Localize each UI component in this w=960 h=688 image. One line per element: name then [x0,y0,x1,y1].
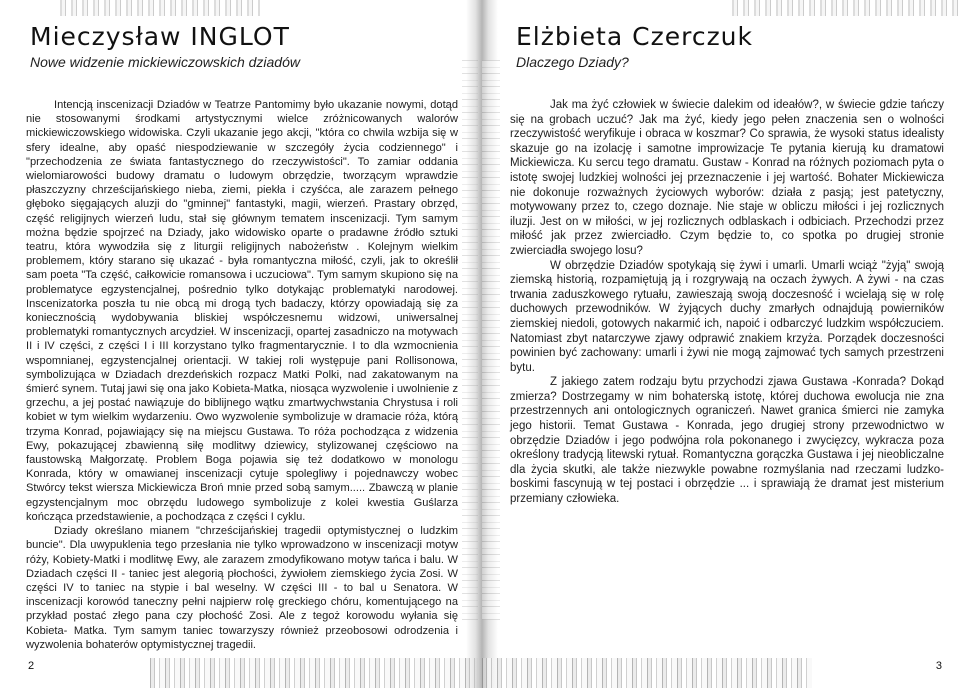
article-title: Nowe widzenie mickiewiczowskich dziadów [30,54,300,70]
article-title: Dlaczego Dziady? [516,54,629,70]
page-number: 3 [935,660,942,672]
paragraph: Intencją inscenizacji Dziadów w Teatrze Pantomimy było ukazanie nowymi, dotąd nie stosowanymi środkami artystycznymi wielce zróżnicowanych walorów mickiewiczowskiego widowiska. Czyli ukazanie jego akcji, "która co chwila wzbija się w sfery idealne, aby opaść niespodziewanie w szczegóły życia codziennego" i "przechodzenia ze świata fantastycznego do rzeczywistości". To zamiar oddania wielomiarowości budowy dramatu o ludowym obrzędzie, tworzącym wprawdzie płaszczyzny chrześcijańskiego nieba, ziemi, piekła i czyśćca, ale zarazem pełnego głęboko sięgających aluzji do "gminnej" fantastyki, magii, wierzeń. Prastary obrzęd, część religijnych wierzeń ludu, stał się głównym tematem inscenizacji. Tym samym można będzie spojrzeć na Dziady, jako widowisko oparte o pradawne źródło sztuki teatru, która wywodziła się z liturgii religijnych nabożeństw . Kolejnym wielkim problemem, który starano się ukazać - była romantyczna miłość, czyli, jak to określił sam poeta "Ta część, całkowicie romansowa i uczuciowa". Tym samym skupiono się na problematyce egzystencjalnej, pośrednio tylko dotykając problematyki narodowej. Inscenizatorka poszła tu nie obcą mi drogą tych badaczy, którzy opowiadają się za koniecznością wydobywania bliskiej współczesnemu widzowi, uniwersalnej problematyki romantycznych arcydzieł. W inscenizacji, opartej zasadniczo na motywach II i IV części, z części I i III korzystano tylko fragmentarycznie. I to dla wzmocnienia wspomnianej, egzystencjalnej orientacji. W takiej roli występuje pani Rollisonowa, symbolizująca w Dziadach drezdeńskich rozpacz Matki Polki, nad zakatowanym na śmierć synem. Tutaj jawi się ona jako Kobieta-Matka, niosąca wyzwolenie i uwolnienie z grzechu, a jej postać nawiązuje do biblijnego wątku zmartwychwstania Chrystusa i roli kobiet w tym wielkim wydarzeniu. Owo wyzwolenie symbolizuje w dramacie róża, którą trzyma Konrad, pojawiający się na miejscu Gustawa. To róża pochodząca z widzenia Ewy, pokazującej zbawienną siłę modlitwy dziewicy, stylizowanej częściowo na faustowską Małgorzatę. Problem Boga pojawia się też dodatkowo w monologu Konrada, który w omawianej inscenizacji cytuje spolegliwy i pojednawczy wobec Stwórcy tekst wiersza Mickiewicza Broń mnie przed sobą samym..... Zbawczą w planie egzystencjalnym moc obrzędu ludowego symbolizuje z kolei kwestia Guślarza kończąca przedstawienie, a pochodząca z części I cyklu. [26,99,458,523]
paragraph: Z jakiego zatem rodzaju bytu przychodzi zjawa Gustawa -Konrada? Dokąd zmierza? Dostrzegamy w nim bohaterską istotę, której duchowa ewolucja nie zna przestrzennych ani ontologicznych ograniczeń. Nawet granica śmierci nie zamyka jego historii. Temat Gustawa - Konrada, jego drugiej strony przewodnictwo w obrzędzie Dziadów i jego podwójna rola pokonanego i zwycięzcy, wykracza poza określony tradycją litewski rytuał. Romantyczna gorączka Gustawa i jej nieobliczalne dla życia skutki, ale także niezwykle powabne rozmyślania nad rzeczami ludzko-boskimi fascynują w tej postaci i obrzędzie ... i sprawiają że dramat jest misterium przemiany człowieka. [510,376,944,506]
decorative-texture [482,658,812,688]
decorative-texture [482,60,500,620]
decorative-texture [150,658,478,688]
paragraph: W obrzędzie Dziadów spotykają się żywi i umarli. Umarli wciąż "żyją" swoją ziemską historią, rozpamiętują ją i rozgrywają na oczach żywych. A żywi - na czas trwania zaduszkowego rytuału, zawieszają swoją doczesność i wcielają się w rolę duchowych przewodników. W żyjących duchy zmarłych odnajdują powierników ziemskiej niedoli, gotowych nakarmić ich, napoić i odbarczyć ludzkim współczuciem. Natomiast zbyt natarczywe zjawy odprawić znakiem krzyża. Porządek doczesności powinien być zachowany: umarli i żywi nie mogą zajmować tych samych przestrzeni bytu. [510,259,944,374]
decorative-texture [60,0,260,16]
page-number: 2 [28,660,35,672]
author-name: Mieczysław INGLOT [30,22,290,51]
right-page [482,0,960,688]
article-body [26,98,458,652]
paragraph: Jak ma żyć człowiek w świecie dalekim od ideałów?, w świecie gdzie tańczy się na grobach uczuć? Jak ma żyć, kiedy jego pełen znaczenia sen o wolności rzeczywistość weryfikuje i obraca w koszmar? Co sprawia, że wysoki status idealisty skazuje go na izolację i samotne improwizacje Te pytania kierują ku dramatowi Mickiewicza. Ku sercu tego dramatu. Gustaw - Konrad na różnych poziomach pyta o istotę swojej ludzkiej wolności jej przeznaczenie i jej wartość. Bohater Mickiewicza nie dokonuje rozważnych życiowych wyborów: działa z pasją; jest patetyczny, motywowany przez to, czego doznaje. Nie staje w obliczu miłości i jej rozlicznych iluzji. Jest on w miłości, w jej rozlicznych odblaskach i odbiciach. Przechodzi przez miłość jak przez zwierciadło. Czym będzie to, co spotka po drugiej stronie zwierciadła swojego losu? [510,99,944,257]
article-body [510,98,944,507]
decorative-texture [732,0,960,16]
author-name: Elżbieta Czerczuk [516,22,754,51]
left-page [0,0,478,688]
paragraph: Dziady określano mianem "chrześcijańskiej tragedii optymistycznej o ludzkim buncie". Dla uwypuklenia tego przesłania nie tylko wprowadzono w inscenizacji motyw róży, Kobiety-Matki i modlitwę Ewy, ale zarazem zmodyfikowano motyw tańca i balu. W Dziadach części II - taniec jest alegorią płochości, żywiołem ziemskiego życia Zosi. W części IV to taniec na stypie i bal weselny. W części III - to bal u Senatora. W inscenizacji korowód taneczny pełni najpierw rolę greckiego chóru, komentującego na przykład postać złego pana czy płochość Zosi. Ale z tegoż korowodu wyłania się Kobieta- Matka. Tym samym taniec towarzyszy również przeobosowi odrodzenia i wyzwolenia bohaterów optymistycznej tragedii. [26,525,458,651]
